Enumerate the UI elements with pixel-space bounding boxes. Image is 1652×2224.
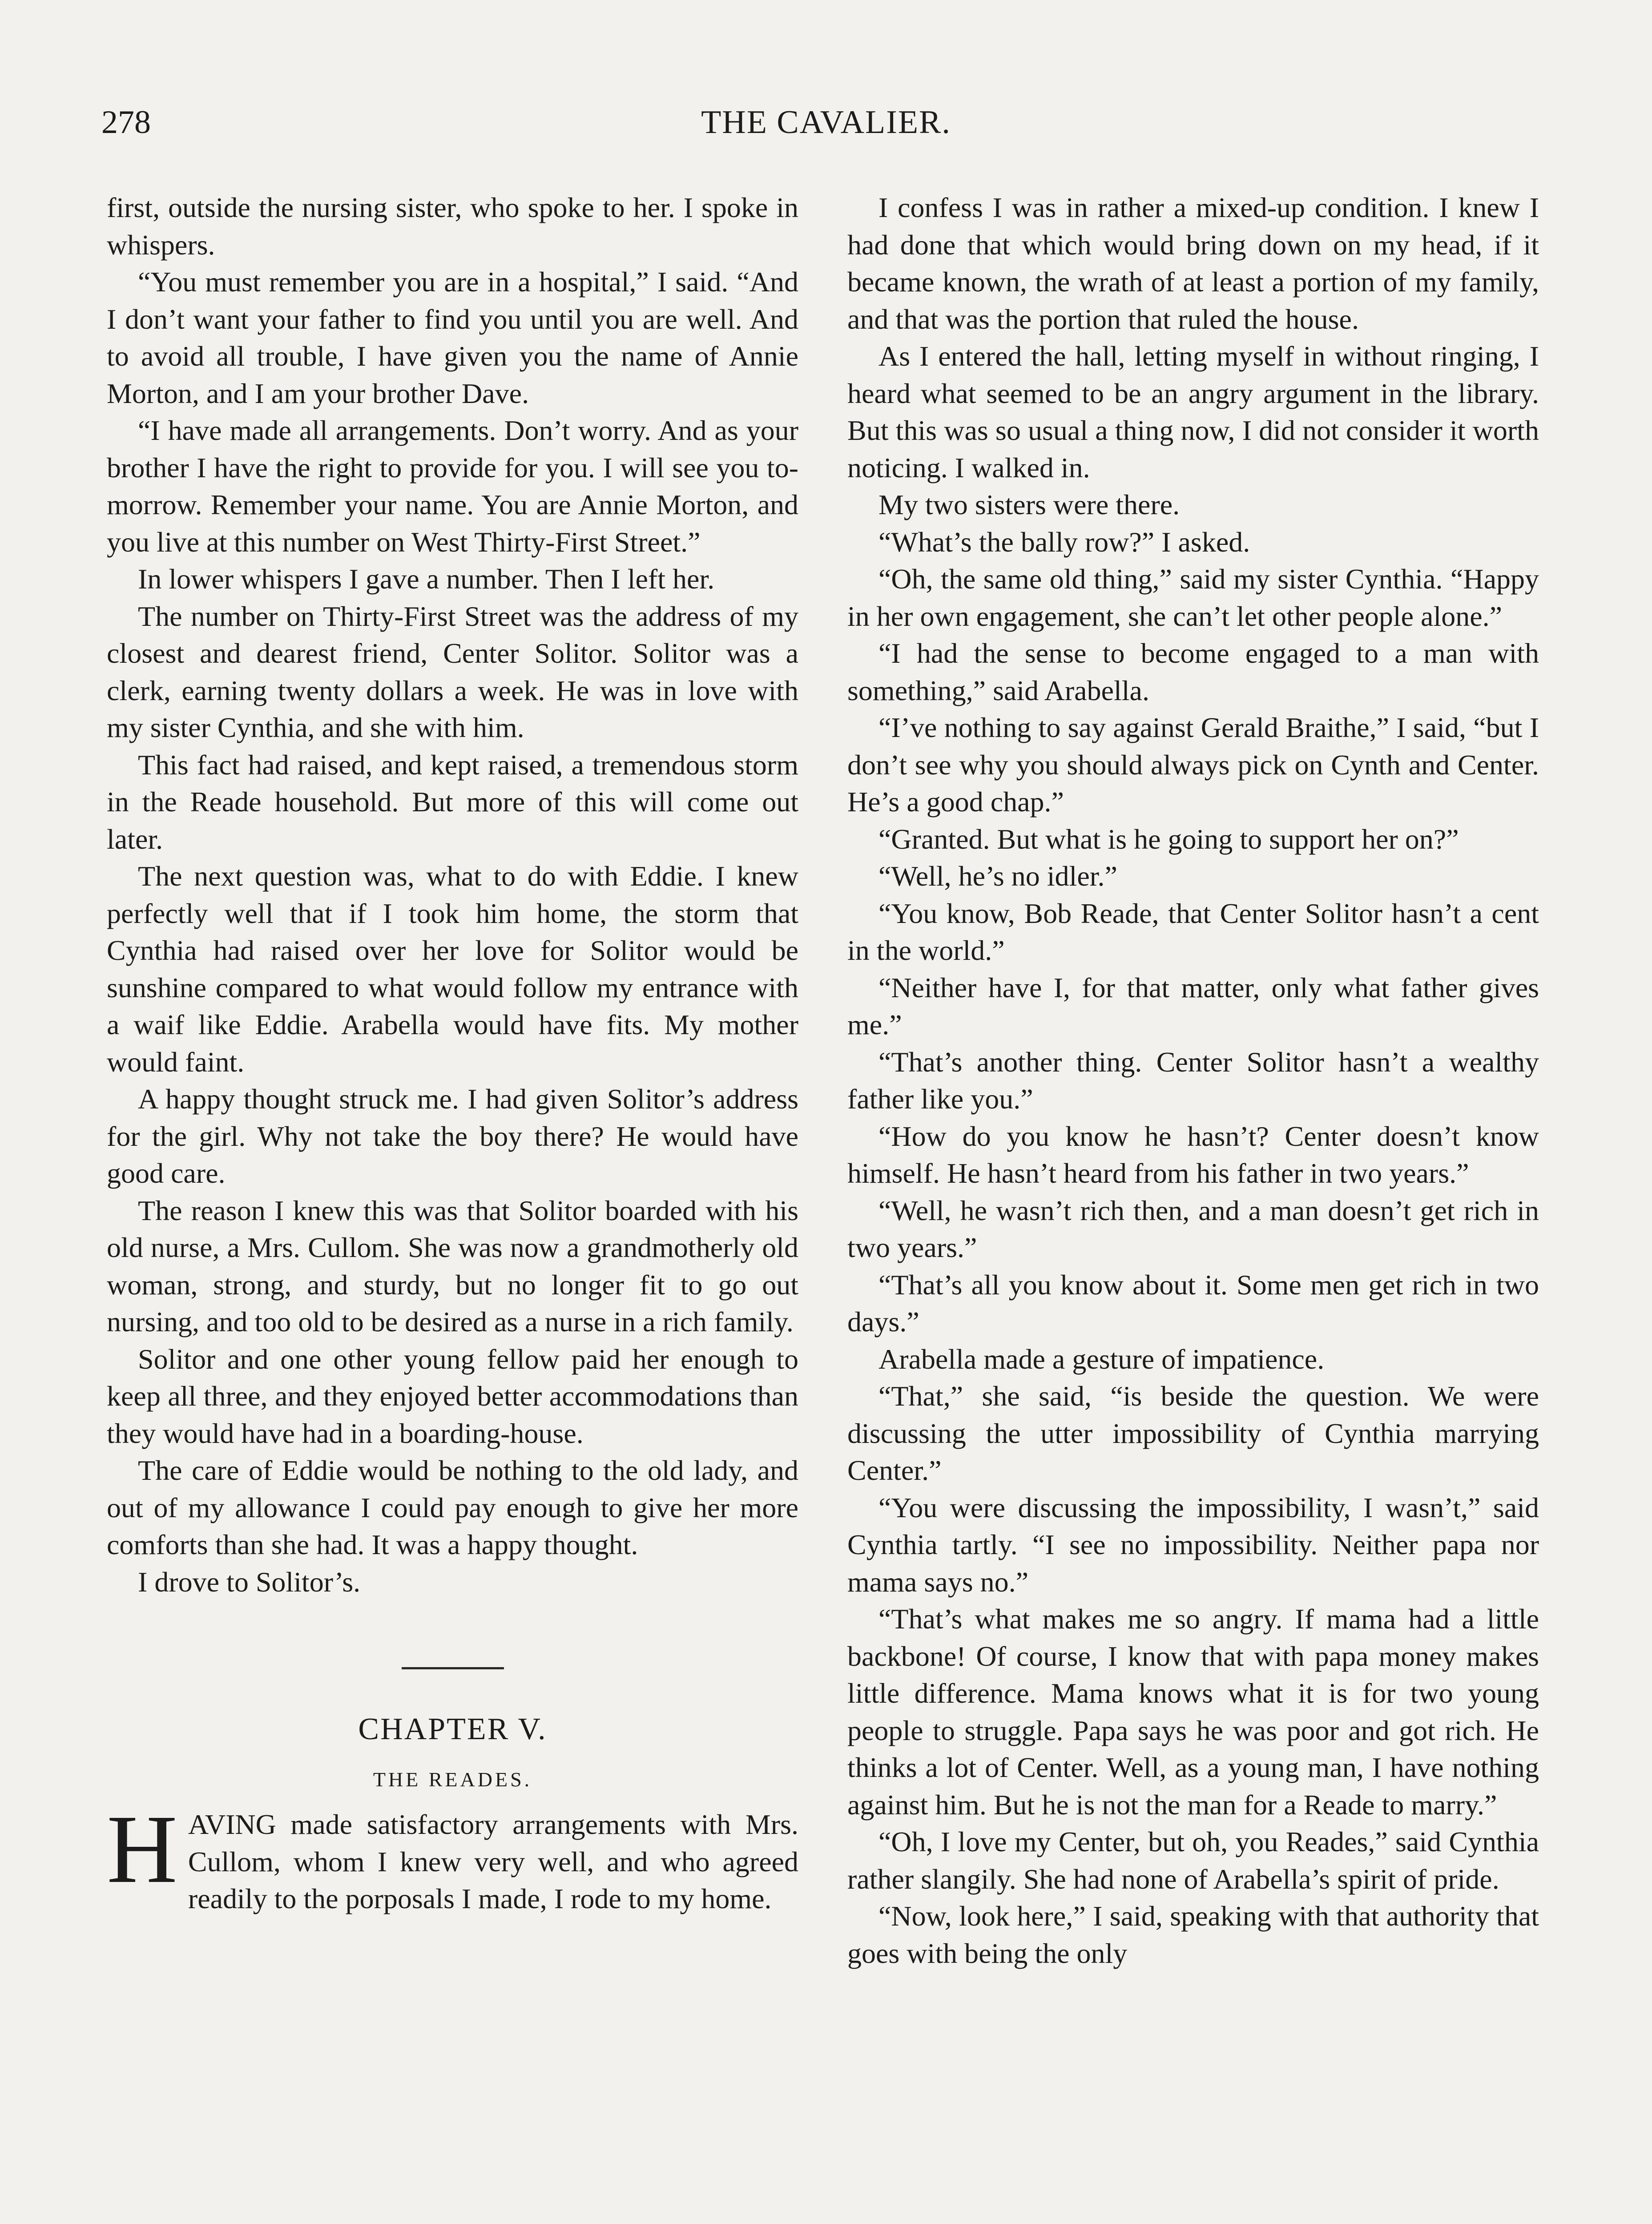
paragraph: “That’s all you know about it. Some men get rich in two days.” [847,1269,1539,1338]
chapter-title: CHAPTER V. [358,1712,547,1746]
drop-cap: H [107,1795,177,1903]
paragraph: “Oh, the same old thing,” said my sister Cynthia. “Happy in her own engagement, she can’t let other people alone.” [847,563,1539,632]
paragraph: I confess I was in rather a mixed-up condition. I knew I had done that which would bring down on my head, if it became known, the wrath of at least a portion of my family, and that was the portion that ruled the house. [847,192,1539,335]
paragraph: A happy thought struck me. I had given Solitor’s address for the girl. Why not take the boy there? He would have good care. [107,1083,798,1189]
chapter-subtitle: THE READES. [373,1768,532,1791]
chapter-opening-paragraph [107,1795,798,1918]
running-title: THE CAVALIER. [701,104,951,141]
paragraph: In lower whispers I gave a number. Then I left her. [138,563,715,595]
paragraph: “Well, he’s no idler.” [878,860,1117,892]
page-number: 278 [101,104,151,141]
paragraph: “I’ve nothing to say against Gerald Braithe,” I said, “but I don’t see why you should always pick on Cynth and Center. He’s a good chap.” [847,712,1539,818]
paragraph: “You must remember you are in a hospital,” I said. “And I don’t want your father to find you until you are well. And to avoid all trouble, I have given you the name of Annie Morton, and I am your brother Dave. [107,266,798,409]
paragraph: The reason I knew this was that Solitor boarded with his old nurse, a Mrs. Cullom. She was now a grandmotherly old woman, strong, and sturdy, but no longer fit to go out nursing, and too old to be desired as a nurse in a rich family. [107,1194,798,1338]
paragraph: “That’s what makes me so angry. If mama had a little backbone! Of course, I know that with papa money makes little difference. Mama knows what it is for two young people to struggle. Papa says he was poor and got rich. He thinks a lot of Center. Well, as a young man, I have nothing against him. But he is not the man for a Reade to marry.” [847,1603,1539,1821]
paragraph: “That,” she said, “is beside the question. We were discussing the utter impossibility of Cynthia marrying Center.” [847,1380,1539,1486]
paragraph: “You were discussing the impossibility, I wasn’t,” said Cynthia tartly. “I see no impossibility. Neither papa nor mama says no.” [847,1491,1539,1598]
paragraph: “Now, look here,” I said, speaking with that authority that goes with being the only [847,1900,1539,1969]
paragraph: Solitor and one other young fellow paid her enough to keep all three, and they enjoyed better accommodations than they would have had in a boarding-house. [107,1343,798,1449]
paragraph: first, outside the nursing sister, who spoke to her. I spoke in whispers. [107,192,798,261]
right-column [847,189,1539,1972]
chapter-opening-text: AVING made satisfactory arrangements with Mrs. Cullom, whom I knew very well, and who agreed readily to the porposals I made, I rode to my home. [188,1809,798,1914]
chapter-divider [402,1667,504,1669]
paragraph: The care of Eddie would be nothing to the old lady, and out of my allowance I could pay enough to give her more comforts than she had. It was a happy thought. [107,1454,798,1560]
paragraph: “Oh, I love my Center, but oh, you Reades,” said Cynthia rather slangily. She had none of Arabella’s spirit of pride. [847,1826,1539,1895]
paragraph: This fact had raised, and kept raised, a tremendous storm in the Reade household. But more of this will come out later. [107,749,798,855]
paragraph: “Well, he wasn’t rich then, and a man doesn’t get rich in two years.” [847,1194,1539,1263]
page-header [101,98,1551,147]
paragraph: “That’s another thing. Center Solitor hasn’t a wealthy father like you.” [847,1046,1539,1115]
paragraph: “I had the sense to become engaged to a man with something,” said Arabella. [847,637,1539,706]
paragraph: “I have made all arrangements. Don’t worry. And as your brother I have the right to provide for you. I will see you tomorrow. Remember your name. You are Annie Morton, and you live at this number on West Thirty-First Street.” [107,415,798,558]
paragraph: “What’s the bally row?” I asked. [878,526,1250,558]
paragraph: “Granted. But what is he going to support her on?” [878,823,1459,855]
paragraph: My two sisters were there. [878,489,1180,520]
paragraph: The next question was, what to do with Eddie. I knew perfectly well that if I took him home, the storm that Cynthia had raised over her love for Solitor would be sunshine compared to what would follow my entrance with a waif like Eddie. Arabella would have fits. My mother would faint. [107,860,798,1078]
paragraph: The number on Thirty-First Street was the address of my closest and dearest friend, Center Solitor. Solitor was a clerk, earning twenty dollars a week. He was in love with my sister Cynthia, and she with him. [107,600,798,743]
paragraph: I drove to Solitor’s. [138,1566,361,1598]
left-column [107,189,798,1918]
paragraph: As I entered the hall, letting myself in without ringing, I heard what seemed to be an angry argument in the library. But this was so usual a thing now, I did not consider it worth noticing. I walked in. [847,340,1539,483]
paragraph: “Neither have I, for that matter, only what father gives me.” [847,971,1539,1040]
paragraph: “How do you know he hasn’t? Center doesn’t know himself. He hasn’t heard from his father in two years.” [847,1120,1539,1189]
paragraph: Arabella made a gesture of impatience. [878,1343,1325,1375]
paragraph: “You know, Bob Reade, that Center Solitor hasn’t a cent in the world.” [847,897,1539,966]
